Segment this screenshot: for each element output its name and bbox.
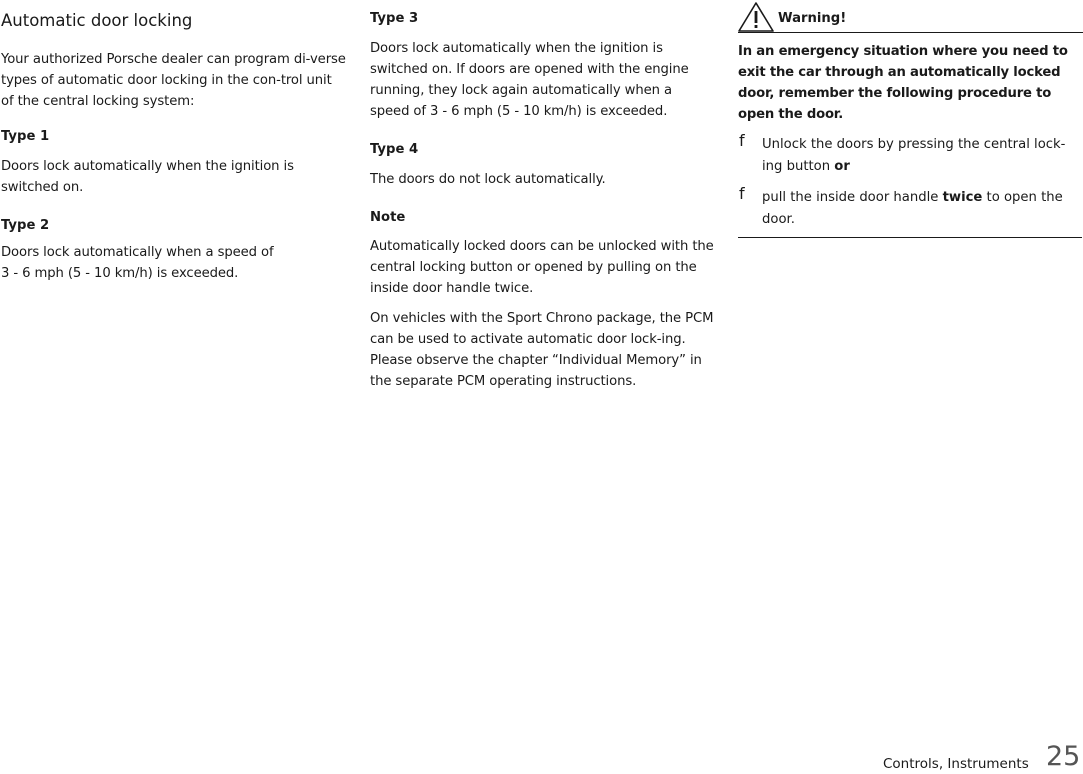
type-4-heading: Type 4 (370, 142, 419, 157)
note-text-2 (370, 308, 715, 392)
type-3-text: Doors lock automatically when the ignition is switched on. If doors are opened with the engine running, they lock again automatically when a speed of 3 - 6 mph (5 - 10 km/h) is exceeded. (370, 41, 689, 119)
type-2-text (1, 242, 346, 284)
type-3-heading: Type 3 (370, 11, 419, 26)
warning-bullet-1 (738, 133, 1083, 177)
warning-label: Warning! (778, 11, 847, 26)
warning-triangle-icon (738, 2, 774, 32)
bullet-1-text: Unlock the doors by pressing the central lock-ing button (762, 137, 1066, 174)
section-title: Automatic door locking (1, 11, 193, 30)
note-heading: Note (370, 210, 406, 225)
warning-end-rule (738, 237, 1082, 238)
type-4-text: The doors do not lock automatically. (370, 172, 606, 187)
warning-text: In an emergency situation where you need to exit the car through an automatically locked door, remember the following procedure to open the door. (738, 44, 1068, 122)
bullet-2-bold: twice (942, 190, 983, 205)
type-2-heading: Type 2 (1, 218, 50, 233)
footer-chapter: Controls, Instruments (883, 756, 1029, 772)
warning-header (738, 2, 1083, 33)
bullet-2-text-after: to open the door. (762, 190, 1063, 227)
type-1-heading: Type 1 (1, 129, 50, 144)
bullet-2-text: pull the inside door handle (762, 190, 943, 205)
column-middle (370, 0, 715, 392)
type-1-text: Doors lock automatically when the ignition is switched on. (1, 159, 294, 195)
column-right-warning (738, 0, 1083, 238)
note-text-2-line2: Please observe the chapter “Individual Memory” in the separate PCM operating instructions. (370, 353, 702, 389)
bullet-mark: f (739, 131, 745, 150)
column-left (1, 0, 346, 284)
intro-paragraph: Your authorized Porsche dealer can program di-verse types of automatic door locking in the con-trol unit of the central locking system: (1, 52, 346, 109)
bullet-mark: f (739, 184, 745, 203)
bullet-1-bold: or (834, 159, 850, 174)
type-2-text-line1: Doors lock automatically when a speed of (1, 245, 274, 260)
note-text-2-line1: On vehicles with the Sport Chrono package, the PCM can be used to activate automatic door lock-ing. (370, 311, 714, 347)
warning-bullet-2 (738, 186, 1083, 230)
page-number: 25 (1046, 741, 1081, 772)
note-text-1: Automatically locked doors can be unlocked with the central locking button or opened by pulling on the inside door handle twice. (370, 239, 714, 296)
type-2-text-line2: 3 - 6 mph (5 - 10 km/h) is exceeded. (1, 266, 239, 281)
